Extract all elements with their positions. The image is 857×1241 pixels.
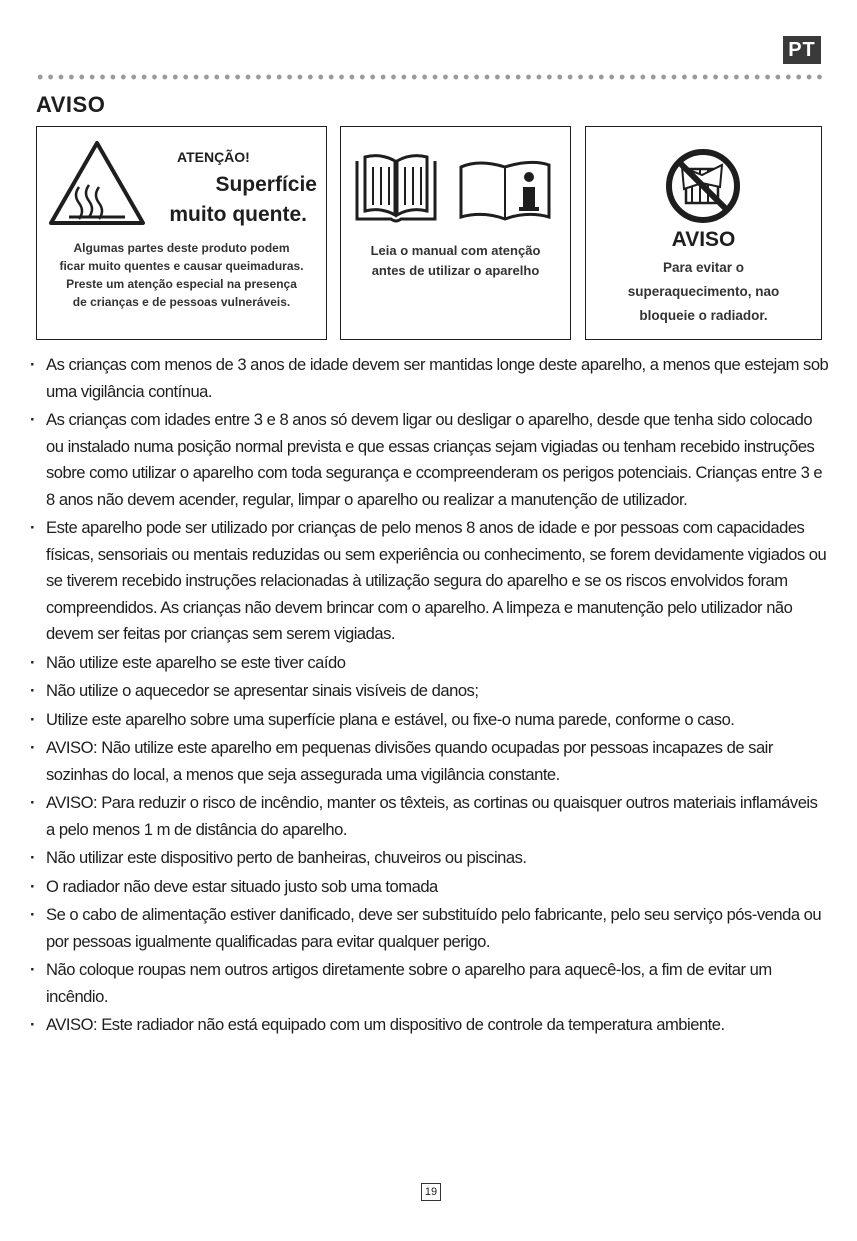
list-item: · Não coloque roupas nem outros artigos diretamente sobre o aparelho para aquecê-los, a fim de evitar um incêndio.	[30, 957, 830, 1010]
do-not-cover-icon	[662, 147, 744, 225]
list-item: · Se o cabo de alimentação estiver danificado, deve ser substituído pelo fabricante, pelo seu serviço pós-venda ou por pessoas igualmente qualificadas para evitar qualquer perigo.	[30, 902, 830, 955]
open-book-icon	[351, 153, 441, 227]
do-not-cover-text	[590, 256, 817, 328]
list-item: · Não utilizar este dispositivo perto de banheiras, chuveiros ou piscinas.	[30, 845, 830, 872]
attention-label: ATENÇÃO!	[177, 149, 250, 165]
page-number: 19	[421, 1183, 441, 1201]
do-not-cover-text-line3: bloqueie o radiador.	[639, 308, 768, 323]
list-item: · As crianças com menos de 3 anos de idade devem ser mantidas longe deste aparelho, a menos que estejam sob uma vigilância contínua.	[30, 352, 830, 405]
do-not-cover-box	[585, 126, 822, 340]
hot-surface-text-line3: Preste um atenção especial na presença	[66, 277, 297, 291]
list-item: · As crianças com idades entre 3 e 8 anos só devem ligar ou desligar o aparelho, desde que tenha sido colocado ou instalado numa posição normal prevista e que essas crianças sejam vigiadas ou tenham recebido instruções sobre como utilizar o aparelho com toda segurança e ccompreenderam os perigos potenciais. Crianças entre 3 e 8 anos não devem acender, regular, limpar o aparelho ou realizar a manutenção de utilizador.	[30, 407, 830, 513]
hot-surface-text-line4: de crianças e de pessoas vulneráveis.	[72, 295, 291, 309]
list-item: · Utilize este aparelho sobre uma superfície plana e estável, ou fixe-o numa parede, conforme o caso.	[30, 707, 830, 734]
info-manual-icon	[457, 157, 553, 223]
hot-surface-warning-box	[36, 126, 327, 340]
list-item: · Este aparelho pode ser utilizado por crianças de pelo menos 8 anos de idade e por pessoas com capacidades físicas, sensoriais ou mentais reduzidas ou sem experiência ou conhecimento, se forem devidamente vigiados ou se tiverem recebido instruções relacionadas à utilização segura do aparelho e se os riscos envolvidos foram compreendidos. As crianças não devem brincar com o aparelho. A limpeza e manutenção pelo utilizador não devem ser feitas por crianças sem serem vigiadas.	[30, 515, 830, 648]
list-item: · O radiador não deve estar situado justo sob uma tomada	[30, 874, 830, 901]
read-manual-box	[340, 126, 571, 340]
read-manual-text	[345, 241, 566, 281]
read-manual-text-line1: Leia o manual com atenção	[370, 243, 541, 258]
do-not-cover-text-line2: superaquecimento, nao	[627, 284, 780, 299]
read-manual-text-line2: antes de utilizar o aparelho	[371, 263, 540, 278]
warning-box-title: AVISO	[671, 228, 736, 251]
hot-surface-text-line1: Algumas partes deste produto podem	[73, 241, 290, 255]
list-item: · Não utilize este aparelho se este tiver caído	[30, 650, 830, 677]
list-item: · AVISO: Este radiador não está equipado com um dispositivo de controle da temperatura ambiente.	[30, 1012, 830, 1039]
dotted-divider	[35, 73, 822, 81]
hot-surface-text-line2: ficar muito quentes e causar queimaduras.	[59, 259, 304, 273]
section-title: AVISO	[36, 92, 106, 117]
hot-surface-title-line1: Superfície	[215, 173, 317, 196]
hot-surface-title-line2: muito quente.	[169, 203, 307, 226]
do-not-cover-text-line1: Para evitar o	[662, 260, 745, 275]
hot-surface-text	[41, 239, 322, 311]
hot-surface-warning-icon	[45, 137, 149, 229]
language-badge: PT	[783, 36, 821, 64]
list-item: · Não utilize o aquecedor se apresentar sinais visíveis de danos;	[30, 678, 830, 705]
list-item: · AVISO: Para reduzir o risco de incêndio, manter os têxteis, as cortinas ou quaisquer outros materiais inflamáveis a pelo menos 1 m de distância do aparelho.	[30, 790, 830, 843]
safety-instructions-list	[30, 352, 830, 1041]
list-item: · AVISO: Não utilize este aparelho em pequenas divisões quando ocupadas por pessoas incapazes de sair sozinhas do local, a menos que seja assegurada uma vigilância constante.	[30, 735, 830, 788]
